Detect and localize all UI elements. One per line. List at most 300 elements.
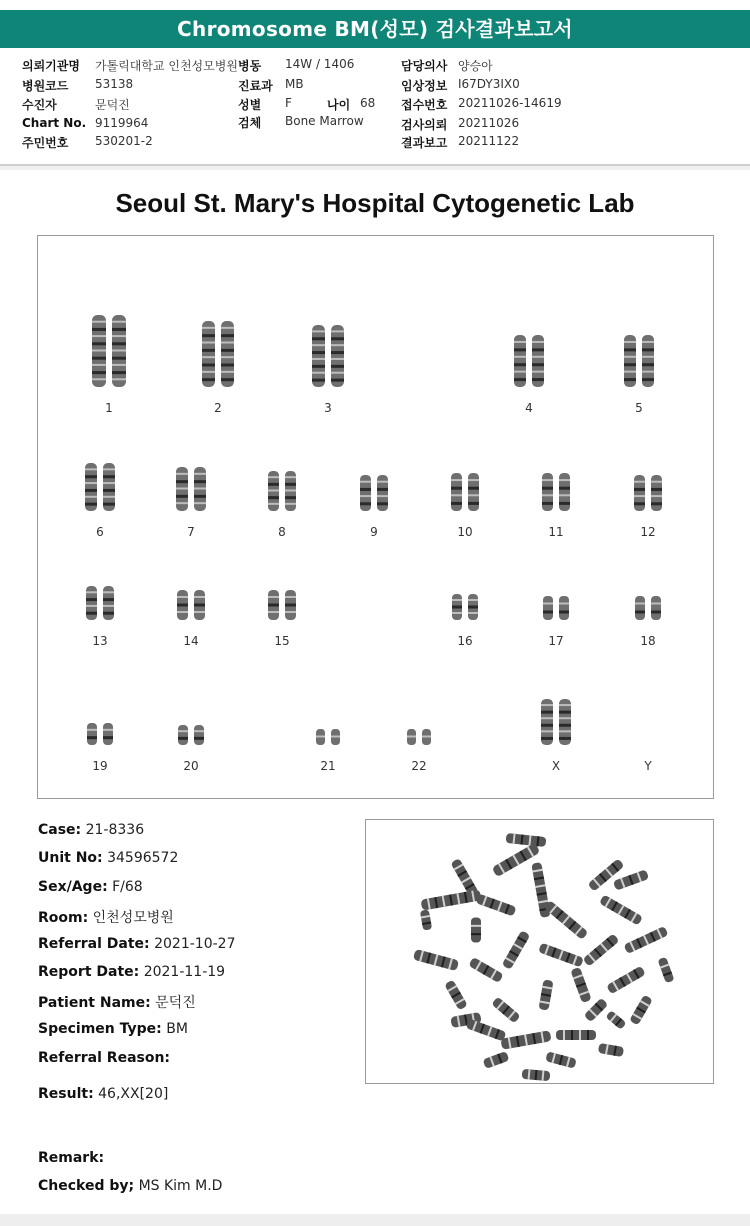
chromosome-band bbox=[559, 603, 569, 605]
request-label: 검사의뢰 bbox=[401, 118, 448, 132]
chromosome-band bbox=[221, 371, 234, 373]
checked-by-value: MS Kim M.D bbox=[138, 1178, 223, 1194]
metaphase-chromosome bbox=[502, 930, 531, 970]
chromosome-band bbox=[194, 604, 205, 607]
chromosome-band bbox=[176, 502, 188, 504]
metaphase-chromosome bbox=[471, 918, 481, 943]
chromosome-band bbox=[651, 481, 662, 483]
chromosome-band bbox=[194, 480, 206, 483]
chromosome-band bbox=[331, 337, 344, 340]
report-value: 20211122 bbox=[458, 134, 520, 148]
chromosome-band bbox=[103, 736, 113, 739]
chromosome-band bbox=[624, 378, 636, 381]
chromosome-band bbox=[177, 611, 188, 613]
report-date-value: 2021-11-19 bbox=[143, 964, 226, 980]
chromatid bbox=[221, 321, 234, 387]
chromosome-band bbox=[103, 468, 115, 470]
sexage-value: F/68 bbox=[112, 879, 143, 895]
chromosome-band bbox=[377, 502, 388, 505]
chromosome-label-6: 6 bbox=[96, 525, 104, 539]
chromosome-band bbox=[559, 704, 571, 706]
chromosome-band bbox=[642, 378, 654, 381]
chromosome-band bbox=[651, 488, 662, 491]
chromatid bbox=[312, 325, 325, 387]
chromosome-label-3: 3 bbox=[324, 401, 332, 415]
chromosome-band bbox=[221, 364, 234, 367]
chromosome-pair-15 bbox=[268, 590, 296, 620]
chromosome-band bbox=[92, 321, 106, 323]
receipt-label: 접수번호 bbox=[401, 98, 448, 112]
chromatid bbox=[194, 725, 204, 745]
chromosome-band bbox=[541, 724, 553, 727]
chromosome-band bbox=[312, 330, 325, 332]
chromosome-band bbox=[194, 502, 206, 504]
metaphase-chromosome bbox=[544, 900, 589, 940]
case-label: Case: bbox=[38, 822, 82, 838]
chromosome-band bbox=[559, 711, 571, 714]
chromosome-pair-11 bbox=[542, 473, 570, 511]
chromosome-band bbox=[468, 606, 478, 609]
chromosome-band bbox=[92, 350, 106, 352]
chromosome-label-15: 15 bbox=[274, 634, 290, 648]
chromosome-band bbox=[285, 490, 296, 492]
chromosome-pair-12 bbox=[634, 475, 662, 511]
chromosome-band bbox=[541, 717, 553, 719]
chromosome-band bbox=[331, 736, 340, 738]
chromosome-pair-5 bbox=[624, 335, 654, 387]
chromosome-band bbox=[86, 598, 97, 601]
chromosome-band bbox=[407, 736, 416, 738]
clinical-label: 임상정보 bbox=[401, 79, 448, 93]
chromosome-band bbox=[312, 358, 325, 360]
chromosome-band bbox=[86, 612, 97, 615]
chromosome-band bbox=[268, 476, 279, 478]
chromosome-band bbox=[532, 341, 544, 343]
metaphase-chromosome bbox=[506, 833, 547, 847]
case-value: 21-8336 bbox=[85, 822, 145, 838]
chromosome-band bbox=[331, 351, 344, 354]
chromosome-band bbox=[202, 378, 215, 381]
chromosome-pair-7 bbox=[176, 467, 206, 511]
chromosome-label-4: 4 bbox=[525, 401, 533, 415]
chromosome-band bbox=[112, 342, 126, 345]
metaphase-chromosome bbox=[606, 966, 646, 995]
chromosome-band bbox=[92, 357, 106, 360]
chromosome-band bbox=[514, 371, 526, 373]
chromosome-pair-21 bbox=[316, 729, 340, 745]
metaphase-chromosome bbox=[444, 980, 468, 1011]
specimen-type-label: Specimen Type: bbox=[38, 1021, 162, 1037]
chromosome-pair-6 bbox=[85, 463, 115, 511]
chromosome-band bbox=[360, 481, 371, 483]
chromosome-band bbox=[312, 351, 325, 354]
metaphase-chromosome bbox=[538, 943, 584, 968]
chromosome-band bbox=[194, 611, 205, 613]
chromosome-band bbox=[268, 496, 279, 499]
chromatid bbox=[202, 321, 215, 387]
chromosome-band bbox=[642, 371, 654, 373]
chromosome-band bbox=[468, 479, 479, 481]
chromosome-band bbox=[202, 371, 215, 373]
age-label: 나이 bbox=[327, 98, 351, 112]
chromosome-label-8: 8 bbox=[278, 525, 286, 539]
chromosome-band bbox=[285, 604, 296, 607]
chromosome-band bbox=[202, 356, 215, 358]
chromosome-band bbox=[112, 364, 126, 366]
chromosome-pair-16 bbox=[452, 594, 478, 620]
metaphase-image bbox=[365, 819, 714, 1084]
metaphase-chromosome bbox=[613, 869, 649, 890]
header-band bbox=[0, 166, 750, 170]
chromosome-label-2: 2 bbox=[214, 401, 222, 415]
dept-value: MB bbox=[285, 77, 304, 91]
chromosome-band bbox=[103, 729, 113, 731]
chromosome-band bbox=[221, 349, 234, 352]
chromosome-band bbox=[360, 495, 371, 497]
chromosome-band bbox=[202, 349, 215, 352]
chromosome-band bbox=[468, 487, 479, 490]
chromosome-band bbox=[268, 596, 279, 598]
chromosome-pair-18 bbox=[635, 596, 661, 620]
chromosome-pair-22 bbox=[407, 729, 431, 745]
result-value: 46,XX[20] bbox=[98, 1086, 169, 1102]
chromosome-band bbox=[268, 490, 279, 492]
chromosome-band bbox=[268, 604, 279, 607]
chromosome-band bbox=[559, 611, 569, 614]
chromosome-band bbox=[651, 603, 661, 605]
checked-by-label: Checked by; bbox=[38, 1178, 135, 1194]
chromosome-band bbox=[532, 356, 544, 358]
patient-name-label: Patient Name: bbox=[38, 995, 151, 1011]
patient-info-panel bbox=[0, 52, 750, 164]
chromosome-band bbox=[316, 736, 325, 738]
chromosome-label-16: 16 bbox=[457, 634, 473, 648]
chromosome-band bbox=[103, 605, 114, 607]
chromosome-band bbox=[103, 489, 115, 492]
chromosome-band bbox=[285, 611, 296, 613]
chromosome-label-21: 21 bbox=[320, 759, 336, 773]
chromosome-label-Y: Y bbox=[644, 759, 652, 773]
chromosome-band bbox=[92, 364, 106, 366]
chromosome-band bbox=[451, 479, 462, 481]
chromosome-band bbox=[377, 495, 388, 497]
chromosome-band bbox=[92, 371, 106, 374]
chromosome-band bbox=[360, 488, 371, 491]
chromosome-band bbox=[559, 730, 571, 732]
chromosome-band bbox=[634, 502, 645, 505]
chromatid bbox=[542, 473, 553, 511]
chromosome-band bbox=[634, 488, 645, 491]
chromosome-band bbox=[377, 488, 388, 491]
chromosome-band bbox=[331, 365, 344, 368]
metaphase-chromosome bbox=[545, 1051, 577, 1068]
chromosome-band bbox=[331, 379, 344, 382]
chromosome-band bbox=[422, 736, 431, 738]
patient-label: 수진자 bbox=[22, 98, 57, 112]
hospital-code-label: 병원코드 bbox=[22, 79, 69, 93]
chromosome-band bbox=[176, 473, 188, 475]
chromatid bbox=[651, 475, 662, 511]
chromatid bbox=[360, 475, 371, 511]
chromosome-label-14: 14 bbox=[183, 634, 199, 648]
metaphase-chromosome bbox=[556, 1030, 596, 1040]
chromosome-pair-4 bbox=[514, 335, 544, 387]
id-label: 주민번호 bbox=[22, 136, 69, 150]
receipt-value: 20211026-14619 bbox=[458, 96, 562, 110]
chromosome-band bbox=[651, 611, 661, 614]
chromosome-band bbox=[194, 737, 204, 740]
chromosome-pair-X bbox=[541, 699, 571, 745]
chromosome-band bbox=[112, 350, 126, 352]
chromosome-band bbox=[268, 503, 279, 505]
chromosome-band bbox=[541, 737, 553, 740]
institution-label: 의뢰기관명 bbox=[22, 59, 80, 73]
chromosome-band bbox=[331, 358, 344, 360]
metaphase-chromosome bbox=[475, 893, 516, 916]
chromosome-band bbox=[451, 494, 462, 496]
chromosome-pair-3 bbox=[312, 325, 344, 387]
chromosome-band bbox=[268, 483, 279, 486]
sexage-label: Sex/Age: bbox=[38, 879, 108, 895]
age-value: 68 bbox=[360, 96, 376, 110]
unit-value: 34596572 bbox=[107, 850, 179, 866]
request-value: 20211026 bbox=[458, 116, 520, 130]
sex-label: 성별 bbox=[238, 98, 262, 112]
chromosome-band bbox=[312, 379, 325, 382]
metaphase-chromosome bbox=[629, 995, 653, 1026]
chromosome-band bbox=[468, 502, 479, 505]
chromosome-band bbox=[559, 487, 570, 490]
chromosome-band bbox=[312, 337, 325, 340]
room-value: 인천성모병원 bbox=[92, 910, 174, 926]
chromatid bbox=[178, 725, 188, 745]
metaphase-chromosome bbox=[413, 949, 459, 971]
chromosome-band bbox=[194, 473, 206, 475]
chromosome-band bbox=[651, 495, 662, 497]
chromosome-band bbox=[202, 342, 215, 344]
chromosome-band bbox=[624, 341, 636, 343]
metaphase-chromosome bbox=[421, 889, 482, 910]
chromosome-band bbox=[468, 599, 478, 601]
ward-value: 14W / 1406 bbox=[285, 57, 355, 71]
metaphase-chromosome bbox=[538, 979, 553, 1010]
metaphase-chromosome bbox=[599, 894, 643, 925]
referral-date-label: Referral Date: bbox=[38, 936, 150, 952]
chromosome-label-18: 18 bbox=[640, 634, 656, 648]
chromosome-label-19: 19 bbox=[92, 759, 108, 773]
chromosome-band bbox=[87, 729, 97, 731]
chromosome-label-10: 10 bbox=[457, 525, 473, 539]
chromosome-band bbox=[468, 612, 478, 614]
unit-label: Unit No: bbox=[38, 850, 103, 866]
chromosome-label-1: 1 bbox=[105, 401, 113, 415]
room-label: Room: bbox=[38, 910, 89, 926]
karyotype-panel bbox=[37, 235, 714, 799]
chromosome-band bbox=[377, 481, 388, 483]
chromosome-band bbox=[542, 487, 553, 490]
chromosome-band bbox=[194, 730, 204, 732]
chromosome-band bbox=[635, 611, 645, 614]
chromatid bbox=[86, 586, 97, 620]
chromosome-label-22: 22 bbox=[411, 759, 427, 773]
chromosome-band bbox=[624, 348, 636, 351]
patient-value: 문덕진 bbox=[95, 98, 130, 112]
specimen-type-value: BM bbox=[166, 1021, 188, 1037]
chromosome-band bbox=[651, 502, 662, 505]
chromosome-band bbox=[559, 479, 570, 481]
chromosome-band bbox=[92, 378, 106, 380]
chromosome-pair-8 bbox=[268, 471, 296, 511]
chromosome-band bbox=[285, 476, 296, 478]
chromosome-band bbox=[103, 612, 114, 615]
chromosome-band bbox=[634, 495, 645, 497]
chromosome-label-X: X bbox=[551, 759, 561, 773]
chromosome-label-5: 5 bbox=[635, 401, 643, 415]
metaphase-chromosome bbox=[570, 967, 591, 1003]
institution-value: 가톨릭대학교 인천성모병원 bbox=[95, 59, 238, 73]
chromosome-band bbox=[103, 482, 115, 484]
footer-band bbox=[0, 1214, 750, 1226]
metaphase-chromosome bbox=[468, 957, 503, 983]
report-title: Chromosome BM(성모) 검사결과보고서 bbox=[0, 10, 750, 48]
chromosome-band bbox=[331, 330, 344, 332]
chromosome-band bbox=[86, 605, 97, 607]
metaphase-chromosome bbox=[584, 998, 609, 1023]
chromosome-band bbox=[194, 488, 206, 490]
chromosome-band bbox=[559, 724, 571, 727]
chromosome-band bbox=[451, 502, 462, 505]
chromosome-band bbox=[452, 599, 462, 601]
ward-label: 병동 bbox=[238, 59, 262, 73]
chromosome-pair-13 bbox=[86, 586, 114, 620]
clinical-value: I67DY3IX0 bbox=[458, 77, 520, 91]
chromosome-label-13: 13 bbox=[92, 634, 108, 648]
chromosome-band bbox=[312, 365, 325, 368]
chromosome-band bbox=[331, 344, 344, 346]
chromosome-band bbox=[642, 363, 654, 366]
chromosome-band bbox=[541, 704, 553, 706]
chromosome-band bbox=[221, 334, 234, 337]
chromosome-band bbox=[92, 335, 106, 337]
chromosome-band bbox=[624, 363, 636, 366]
chromatid bbox=[543, 596, 553, 620]
chromosome-band bbox=[178, 730, 188, 732]
chromosome-band bbox=[514, 363, 526, 366]
chromosome-band bbox=[112, 371, 126, 374]
chart-value: 9119964 bbox=[95, 116, 149, 130]
metaphase-chromosome bbox=[522, 1069, 551, 1081]
chromosome-band bbox=[103, 591, 114, 593]
chromosome-band bbox=[85, 503, 97, 506]
report-date-label: Report Date: bbox=[38, 964, 140, 980]
chromosome-band bbox=[194, 596, 205, 598]
chromosome-pair-19 bbox=[87, 723, 113, 745]
chromosome-band bbox=[221, 342, 234, 344]
chromosome-band bbox=[514, 378, 526, 381]
chromosome-band bbox=[541, 730, 553, 732]
chromosome-pair-9 bbox=[360, 475, 388, 511]
chromatid bbox=[559, 596, 569, 620]
chromatid bbox=[103, 586, 114, 620]
chromosome-band bbox=[624, 356, 636, 358]
metaphase-chromosome bbox=[500, 1030, 551, 1050]
metaphase-chromosome bbox=[605, 1010, 626, 1030]
sex-value: F bbox=[285, 96, 292, 110]
chromosome-band bbox=[532, 348, 544, 351]
chromosome-band bbox=[202, 364, 215, 367]
chromosome-band bbox=[542, 479, 553, 481]
report-label: 결과보고 bbox=[401, 136, 448, 150]
chromosome-pair-1 bbox=[92, 315, 126, 387]
chromosome-label-12: 12 bbox=[640, 525, 656, 539]
remark-label: Remark: bbox=[38, 1150, 105, 1166]
chromosome-band bbox=[642, 356, 654, 358]
chromosome-band bbox=[642, 348, 654, 351]
chromosome-band bbox=[532, 371, 544, 373]
chromosome-band bbox=[532, 363, 544, 366]
chromosome-band bbox=[624, 371, 636, 373]
chromosome-band bbox=[452, 606, 462, 609]
chromosome-band bbox=[177, 604, 188, 607]
metaphase-chromosome bbox=[623, 926, 668, 954]
chromosome-label-11: 11 bbox=[548, 525, 564, 539]
chromatid bbox=[103, 723, 113, 745]
chromosome-band bbox=[285, 483, 296, 486]
chromosome-band bbox=[331, 372, 344, 374]
chromosome-band bbox=[112, 328, 126, 331]
specimen-label: 검체 bbox=[238, 116, 262, 130]
chromosome-band bbox=[112, 321, 126, 323]
chromosome-band bbox=[559, 494, 570, 496]
chromosome-band bbox=[202, 327, 215, 329]
chromatid bbox=[87, 723, 97, 745]
chromosome-band bbox=[103, 503, 115, 506]
dept-label: 진료과 bbox=[238, 79, 273, 93]
chromosome-band bbox=[85, 475, 97, 478]
chromosome-band bbox=[103, 496, 115, 498]
chromosome-band bbox=[85, 482, 97, 484]
chromosome-band bbox=[514, 341, 526, 343]
chromosome-band bbox=[202, 334, 215, 337]
chromosome-band bbox=[85, 468, 97, 470]
chromosome-band bbox=[543, 611, 553, 614]
chromosome-band bbox=[559, 502, 570, 505]
chromosome-band bbox=[112, 357, 126, 360]
metaphase-chromosome bbox=[483, 1051, 510, 1069]
chromosome-label-20: 20 bbox=[183, 759, 199, 773]
chromosome-band bbox=[176, 495, 188, 498]
chromosome-band bbox=[103, 598, 114, 601]
chromosome-band bbox=[541, 711, 553, 714]
chromatid bbox=[635, 596, 645, 620]
chromatid bbox=[377, 475, 388, 511]
chromosome-band bbox=[221, 356, 234, 358]
chromatid bbox=[634, 475, 645, 511]
chromosome-label-9: 9 bbox=[370, 525, 378, 539]
chromosome-band bbox=[452, 612, 462, 614]
chromosome-band bbox=[85, 496, 97, 498]
metaphase-chromosome bbox=[657, 957, 674, 984]
chromosome-band bbox=[178, 737, 188, 740]
chromosome-band bbox=[177, 596, 188, 598]
chromosome-band bbox=[542, 494, 553, 496]
chromatid bbox=[651, 596, 661, 620]
specimen-value: Bone Marrow bbox=[285, 114, 364, 128]
lab-title: Seoul St. Mary's Hospital Cytogenetic Lab bbox=[115, 188, 635, 218]
chromosome-band bbox=[103, 475, 115, 478]
chromosome-band bbox=[642, 341, 654, 343]
chromosome-label-17: 17 bbox=[548, 634, 564, 648]
